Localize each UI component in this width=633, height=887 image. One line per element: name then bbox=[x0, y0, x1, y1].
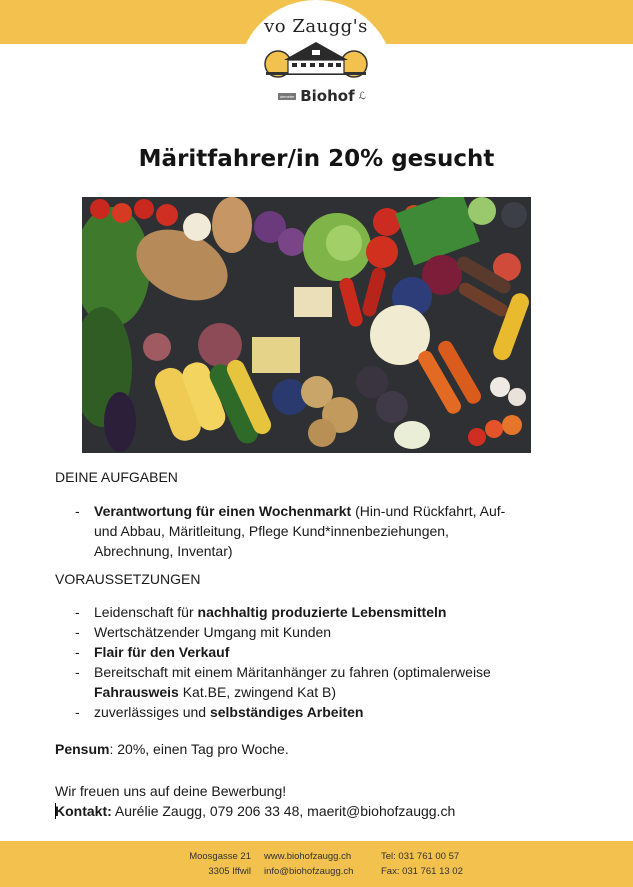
farmhouse-logo-icon bbox=[264, 38, 368, 86]
voraussetzungen-heading: VORAUSSETZUNGEN bbox=[55, 571, 201, 587]
page-title: Märitfahrer/in 20% gesucht bbox=[138, 146, 495, 172]
voraussetzungen-list bbox=[55, 602, 565, 722]
list-item: - Wertschätzender Umgang mit Kunden bbox=[75, 624, 332, 640]
v4-bold: Fahrausweis bbox=[94, 684, 179, 700]
demeter-badge: demeter bbox=[279, 93, 295, 99]
v5-bold: selbständiges Arbeiten bbox=[209, 704, 364, 720]
closing-line: Wir freuen uns auf deine Bewerbung! bbox=[55, 783, 287, 799]
aufgaben-item-bold: Verantwortung für einen Wochenmarkt bbox=[94, 503, 352, 519]
vegetables-photo bbox=[82, 197, 531, 453]
v3-bold: Flair für den Verkauf bbox=[94, 644, 230, 660]
aufgaben-item-text-3: Abrechnung, Inventar) bbox=[94, 543, 233, 559]
footer-web bbox=[264, 849, 353, 879]
footer-fax: Fax: 031 761 13 02 bbox=[381, 866, 463, 877]
footer-web-link[interactable]: www.biohofzaugg.ch bbox=[264, 851, 352, 862]
contact-label: Kontakt: bbox=[55, 803, 112, 819]
bio-mark-icon: ℒ bbox=[358, 90, 366, 102]
footer-phone bbox=[381, 849, 463, 879]
list-item: - Verantwortung für einen Wochenmarkt (Hin-und Rückfahrt, Auf- und Abbau, Märitleitung, Pflege Kund*innenbeziehungen, Abrechnung, Inventar) bbox=[75, 503, 506, 559]
footer-email-link[interactable]: info@biohofzaugg.ch bbox=[264, 866, 354, 877]
contact-text: Aurélie Zaugg, 079 206 33 48, maerit@biohofzaugg.ch bbox=[111, 803, 456, 819]
footer bbox=[0, 841, 633, 887]
vegetables-photo-icon bbox=[82, 197, 531, 453]
aufgaben-item-text-2: und Abbau, Märitleitung, Pflege Kund*innenbeziehungen, bbox=[94, 523, 449, 539]
logo-top-text: vo Zaugg's bbox=[264, 16, 368, 37]
list-item: - Leidenschaft für nachhaltig produzierte Lebensmitteln bbox=[75, 604, 447, 620]
pensum-line bbox=[55, 739, 289, 759]
v1-bold: nachhaltig produzierte Lebensmitteln bbox=[197, 604, 447, 620]
v1-text: Leidenschaft für bbox=[94, 604, 198, 620]
aufgaben-item-text: (Hin-und Rückfahrt, Auf- bbox=[351, 503, 506, 519]
v2-text: Wertschätzender Umgang mit Kunden bbox=[94, 624, 332, 640]
footer-address-1: Moosgasse 21 bbox=[189, 851, 251, 862]
list-item: - zuverlässiges und selbständiges Arbeiten bbox=[75, 704, 364, 720]
footer-address-2: 3305 Iffwil bbox=[208, 866, 251, 877]
list-item: - Flair für den Verkauf bbox=[75, 644, 230, 660]
v5-text: zuverlässiges und bbox=[94, 704, 210, 720]
v4-rest: Kat.BE, zwingend Kat B) bbox=[178, 684, 337, 700]
v4-text: Bereitschaft mit einem Märitanhänger zu fahren (optimalerweise bbox=[94, 664, 491, 680]
pensum-label: Pensum bbox=[55, 741, 110, 757]
logo-bottom-text: Biohof bbox=[300, 87, 355, 105]
list-item: - Bereitschaft mit einem Märitanhänger zu fahren (optimalerweise Fahrausweis Kat.BE, zwingend Kat B) bbox=[75, 664, 491, 700]
pensum-text: : 20%, einen Tag pro Woche. bbox=[109, 741, 289, 757]
aufgaben-list bbox=[55, 501, 565, 561]
contact-line bbox=[55, 801, 455, 821]
logo-bottom bbox=[262, 86, 382, 106]
footer-tel: Tel: 031 761 00 57 bbox=[381, 851, 460, 862]
footer-address bbox=[189, 849, 251, 879]
aufgaben-heading: DEINE AUFGABEN bbox=[55, 469, 178, 485]
